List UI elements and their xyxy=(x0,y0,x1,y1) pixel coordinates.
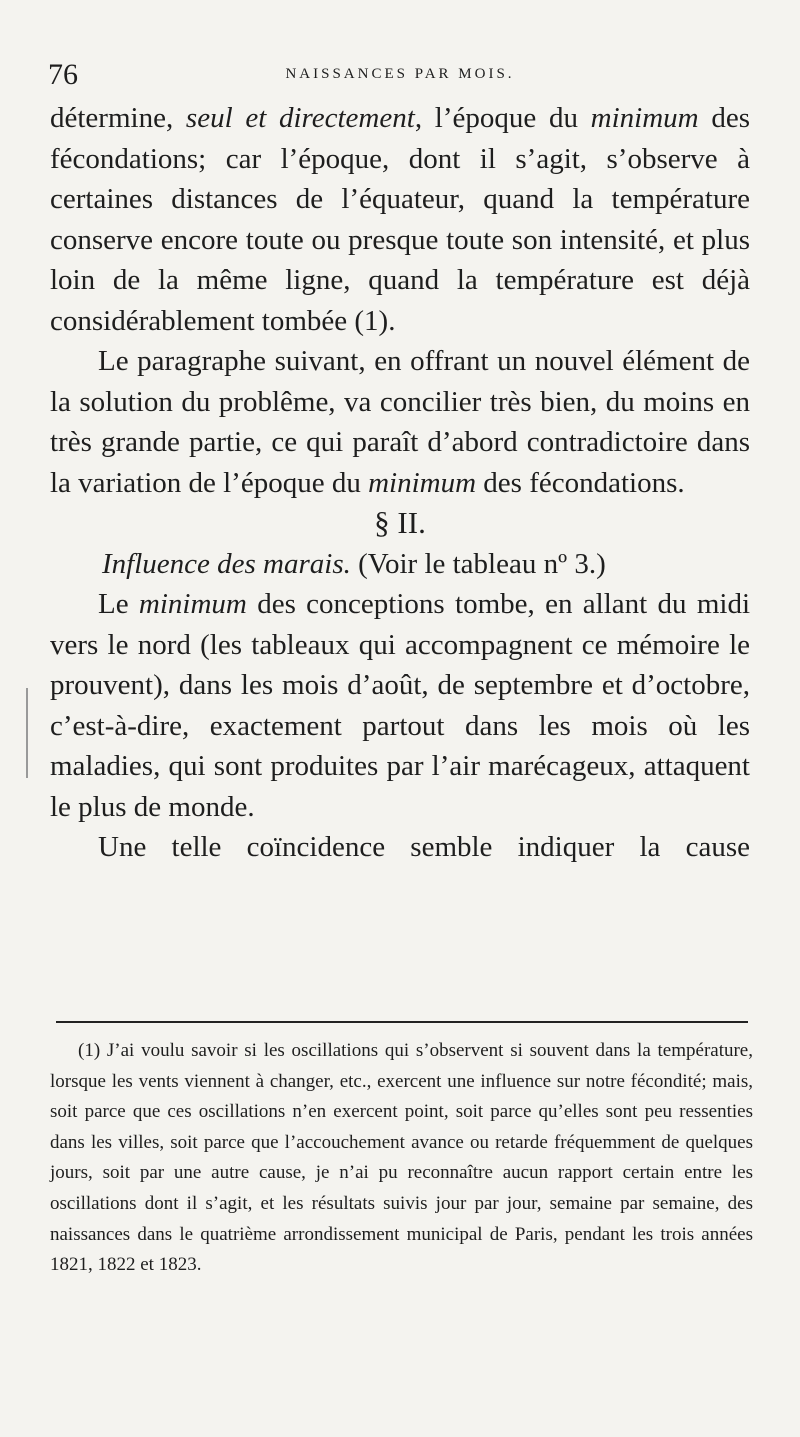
text-run: Le xyxy=(98,588,139,620)
page-header xyxy=(48,58,752,98)
paragraph-2 xyxy=(50,341,750,503)
text-run: (Voir le tableau nº 3.) xyxy=(350,547,606,580)
margin-line xyxy=(26,688,28,778)
paragraph-1 xyxy=(50,98,750,341)
footnotes xyxy=(50,1036,753,1281)
italic-run: minimum xyxy=(138,588,247,620)
text-run: Le paragraphe suivant, en offrant un nouvel élément de la solution du problême, va concilier très bien, du moins en très grande partie, ce qui paraît d’abord contradictoire dans la variation de l’époque du xyxy=(50,345,750,499)
running-title: NAISSANCES PAR MOIS. xyxy=(285,66,515,82)
footnote-rule xyxy=(56,1021,748,1023)
italic-run: seul et directement xyxy=(185,102,415,134)
italic-run: minimum xyxy=(368,466,477,499)
paragraph-3 xyxy=(50,584,750,827)
page-number: 76 xyxy=(48,58,78,91)
section-subtitle xyxy=(50,544,750,585)
text-run: des fécondations; car l’époque, dont il s’agit, s’observe à certaines distances de l’équateur, quand la température conserve encore toute ou presque toute son intensité, et plus loin de la même ligne, quand la température est déjà considérablement tombée (1). xyxy=(50,102,750,337)
text-run: , l’époque du xyxy=(414,102,591,134)
italic-run: minimum xyxy=(590,102,699,134)
main-text xyxy=(50,98,750,868)
italic-run: Influence des marais. xyxy=(102,547,351,580)
section-heading: § II. xyxy=(374,505,426,540)
text-run: des fécondations. xyxy=(476,466,685,499)
text-run: détermine, xyxy=(50,102,186,134)
footnote-1: (1) J’ai voulu savoir si les oscillations qui s’observent si souvent dans la température, lorsque les vents viennent à changer, etc., exercent une influence sur notre fécondité; mais, soit parce que ces oscillations n’en exercent point, soit parce qu’elles sont peu ressenties dans les villes, soit parce que l’accouchement avance ou retarde fréquemment de quelques jours, soit par une autre cause, je n’ai pu reconnaître aucun rapport certain entre les oscillations dont il s’agit, et les résultats suivis jour par jour, semaine par semaine, des naissances dans le quatrième arrondissement municipal de Paris, pendant les trois années 1821, 1822 et 1823. xyxy=(50,1040,753,1276)
text-run: des conceptions tombe, en allant du midi vers le nord (les tableaux qui accompagnent ce mémoire le prouvent), dans les mois d’août, de septembre et d’octobre, c’est-à-dire, exactement partout dans les mois où les maladies, qui sont produites par l’air marécageux, attaquent le plus de monde. xyxy=(50,588,750,823)
paragraph-4: Une telle coïncidence semble indiquer la cause xyxy=(98,831,750,863)
